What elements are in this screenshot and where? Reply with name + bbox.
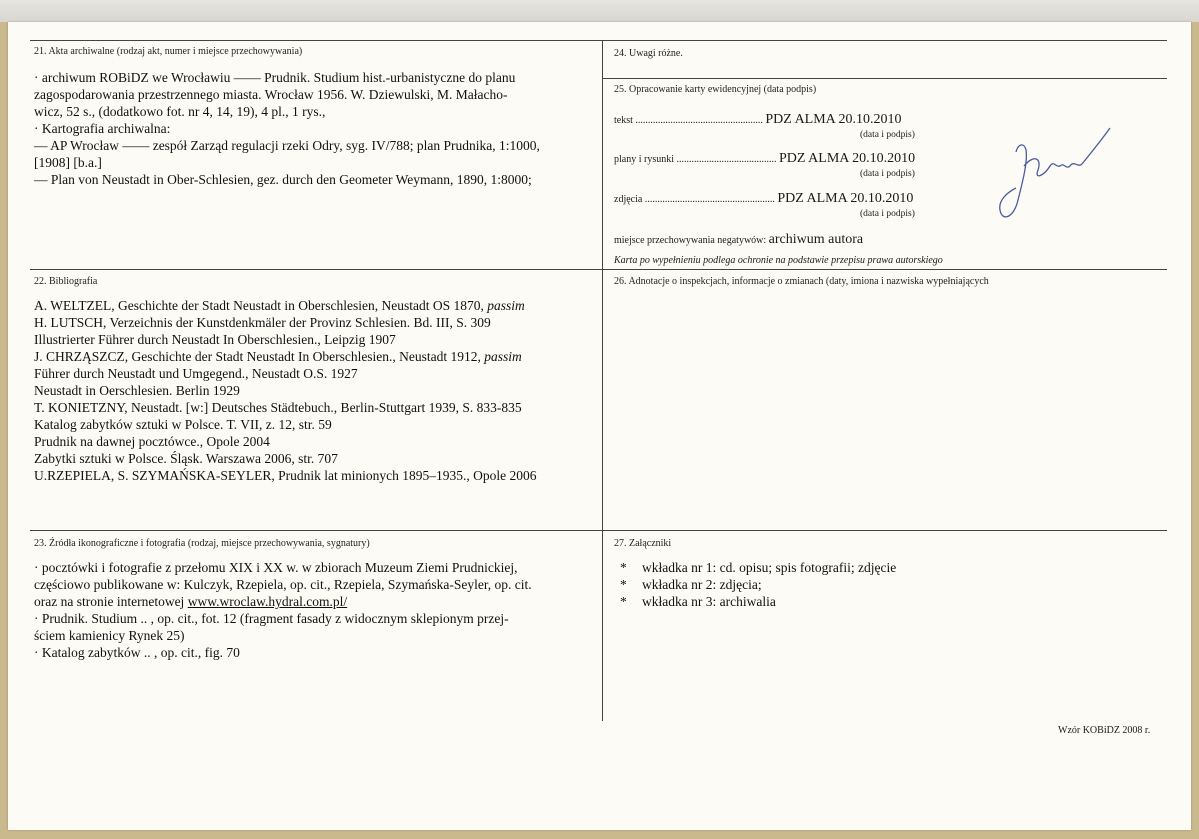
template-version-note: Wzór KOBiDZ 2008 r.: [1058, 725, 1151, 736]
section-21-label: 21. Akta archiwalne (rodzaj akt, numer i miejsce przechowywania): [34, 46, 303, 57]
bibliography-entry: Zabytki sztuki w Polsce. Śląsk. Warszawa 2006, str. 707: [34, 451, 338, 466]
section-23-label: 23. Źródła ikonograficzne i fotografia (rodzaj, miejsce przechowywania, sygnatury): [34, 538, 370, 549]
bibliography-entry: Prudnik na dawnej pocztówce., Opole 2004: [34, 434, 270, 449]
bullet-star-icon: *: [620, 594, 627, 609]
signoff-row-value: PDZ ALMA 20.10.2010: [765, 112, 902, 127]
section-24-label: 24. Uwagi różne.: [614, 48, 683, 59]
bullet-star-icon: *: [620, 577, 627, 592]
handwritten-signature: [994, 114, 1124, 226]
signoff-row-sub: (data i podpis): [860, 169, 915, 179]
section-27-label: 27. Załączniki: [614, 538, 672, 549]
bullet-star-icon: *: [620, 560, 627, 575]
attachment-item: * wkładka nr 3: archiwalia: [620, 594, 776, 609]
bibliography-entry: A. WELTZEL, Geschichte der Stadt Neustadt in Oberschlesien, Neustadt OS 1870, passim: [34, 298, 525, 313]
section-21-archival-records: [34, 46, 599, 188]
section-21-line: [1908] [b.a.]: [34, 155, 102, 170]
scan-left-edge: [0, 22, 8, 839]
section-21-line: · archiwum ROBiDZ we Wrocławiu —— Prudnik. Studium hist.-urbanistyczne do planu: [34, 70, 516, 85]
signoff-row-dots: ....................................................: [644, 194, 775, 205]
section-21-line: wicz, 52 s., (dodatkowo fot. nr 4, 14, 19), 4 pl., 1 rys.,: [34, 104, 326, 119]
section-25-label: 25. Opracowanie karty ewidencyjnej (data podpis): [614, 84, 817, 95]
bibliography-entry: U.RZEPIELA, S. SZYMAŃSKA-SEYLER, Prudnik lat minionych 1895–1935., Opole 2006: [34, 468, 537, 483]
signoff-row-text: [614, 112, 902, 128]
bibliography-entry: Illustrierter Führer durch Neustadt In Oberschlesien., Leipzig 1907: [34, 332, 396, 347]
bibliography-entry: T. KONIETZNY, Neustadt. [w:] Deutsches Städtebuch., Berlin-Stuttgart 1939, S. 833-835: [34, 400, 522, 415]
top-border-line: [30, 40, 1167, 41]
section-23-line: · Prudnik. Studium .. , op. cit., fot. 12 (fragment fasady z widocznym sklepionym przej-: [34, 611, 509, 626]
section-26-label: 26. Adnotacje o inspekcjach, informacje o zmianach (daty, imiona i nazwiska wypełniających: [614, 276, 989, 287]
attachment-item: * wkładka nr 1: cd. opisu; spis fotografii; zdjęcie: [620, 560, 897, 575]
bibliography-entry: Neustadt in Oerschlesien. Berlin 1929: [34, 383, 240, 398]
section-23-line: oraz na stronie internetowej www.wroclaw.hydral.com.pl/: [34, 594, 348, 609]
section-23-line: częściowo publikowane w: Kulczyk, Rzepiela, op. cit., Rzepiela, Szymańska-Seyler, op. cit.: [34, 577, 532, 592]
bibliography-entry: J. CHRZĄSZCZ, Geschichte der Stadt Neustadt In Oberschlesien., Neustadt 1912, passim: [34, 349, 522, 364]
signoff-row-plans: [614, 151, 915, 167]
signoff-row-sub: (data i podpis): [860, 130, 915, 140]
signoff-row-name: plany i rysunki: [614, 154, 674, 165]
attachment-item: * wkładka nr 2: zdjęcia;: [620, 577, 762, 592]
section-22-label: 22. Bibliografia: [34, 276, 98, 287]
signoff-row-name: zdjęcia: [614, 194, 643, 205]
negatives-label: miejsce przechowywania negatywów:: [614, 235, 767, 246]
section-23-line: · pocztówki i fotografie z przełomu XIX i XX w. w zbiorach Muzeum Ziemi Prudnickiej,: [34, 560, 518, 575]
section-23-line: ściem kamienicy Rynek 25): [34, 628, 185, 643]
divider-row1-row2: [30, 269, 1167, 270]
bibliography-entry: Katalog zabytków sztuki w Polsce. T. VII, z. 12, str. 59: [34, 417, 332, 432]
record-card-sheet: [8, 22, 1191, 830]
section-23-line: · Katalog zabytków .. , op. cit., fig. 70: [34, 645, 240, 660]
bibliography-entry: H. LUTSCH, Verzeichnis der Kunstdenkmäler der Provinz Schlesien. Bd. III, S. 309: [34, 315, 491, 330]
copyright-note: Karta po wypełnieniu podlega ochronie na podstawie przepisu prawa autorskiego: [614, 255, 943, 266]
bibliography-entry: Führer durch Neustadt und Umgegend., Neustadt O.S. 1927: [34, 366, 358, 381]
signoff-row-dots: ...................................................: [635, 115, 763, 126]
signoff-row-value: PDZ ALMA 20.10.2010: [779, 151, 916, 166]
scan-top-strip: [0, 0, 1199, 22]
divider-row2-row3: [30, 530, 1167, 531]
signoff-row-photos: [614, 191, 913, 207]
center-column-divider: [602, 40, 603, 721]
section-21-line: — Plan von Neustadt in Ober-Schlesien, gez. durch den Geometer Weymann, 1890, 1:8000;: [34, 172, 532, 187]
section-21-line: — AP Wrocław —— zespół Zarząd regulacji rzeki Odry, syg. IV/788; plan Prudnika, 1:1000,: [34, 138, 540, 153]
section-21-line: · Kartografia archiwalna:: [34, 121, 171, 136]
signoff-row-name: tekst: [614, 115, 633, 126]
negatives-location: [614, 232, 863, 248]
negatives-value: archiwum autora: [768, 232, 864, 247]
signoff-row-sub: (data i podpis): [860, 209, 915, 219]
section-23-iconographic-sources: [34, 538, 599, 661]
signoff-row-value: PDZ ALMA 20.10.2010: [777, 191, 914, 206]
section-22-bibliography: [34, 276, 599, 484]
section-27-attachments: [614, 538, 1164, 610]
signoff-row-dots: ........................................: [676, 154, 777, 165]
website-link[interactable]: www.wroclaw.hydral.com.pl/: [187, 594, 348, 609]
divider-24-25: [602, 78, 1167, 79]
section-21-line: zagospodarowania przestrzennego miasta. Wrocław 1956. W. Dziewulski, M. Małacho-: [34, 87, 508, 102]
